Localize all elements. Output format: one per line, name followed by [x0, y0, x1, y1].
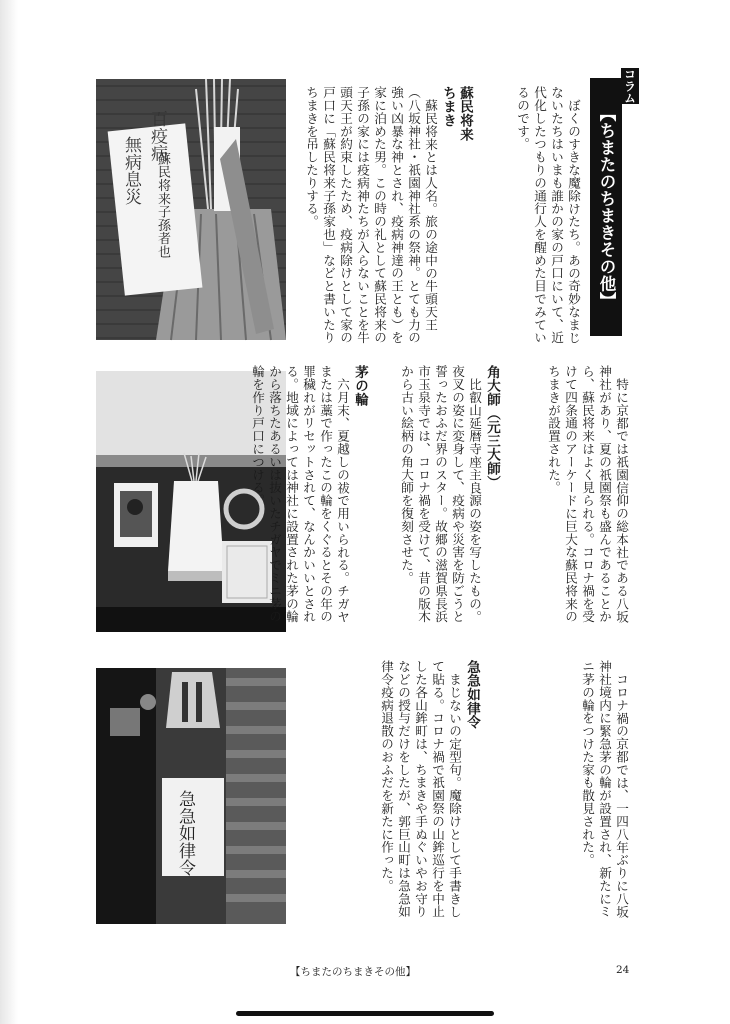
photo1-tag-text: 蘇民将来子孫者也: [155, 152, 170, 259]
somin-body: 蘇民将来とは人名。旅の途中の牛頭天王（八坂神社・祇園神社系の祭神。とても力の強い凶暴な神とされ、疫病神達の王とも）を家に泊めた男。この時の礼として蘇民将来の子孫の家には疫病神たちが入らないことを牛頭天王が約束したため、疫病除けとして家の戸口に「蘇民将来子孫家也」などと書いたりちまきを吊したりする。: [304, 86, 438, 344]
tsuno-heading: 角大師（元三大師）: [484, 365, 500, 490]
somin-heading: 蘇民将来: [457, 86, 473, 142]
somin-continued: [510, 365, 630, 630]
tsuno-body: 比叡山延暦寺座主良源の姿を写したもの。夜叉の姿に変身して、疫病や災害を防ごうと誓ったおふだ界のスター。故郷の滋賀県長浜市玉泉寺では、コロナ禍を受けて、昔の版木から古い絵柄の角大師を復刻させた。: [399, 365, 482, 623]
column-tag: コラム: [621, 68, 639, 104]
somin-section: [289, 86, 473, 348]
tsuno-section: [378, 365, 500, 630]
kyukyu-heading: 急急如律令: [464, 660, 480, 729]
intro-text: [496, 86, 582, 348]
kyukyu-section: [330, 660, 480, 922]
column-title: 【ちまたのちまきその他】: [590, 78, 622, 336]
chinowa-body-2: コロナ禍の京都では、一四八年ぶりに八坂神社境内に緊急茅の輪が設置され、新たにミニ茅の輪をつけた家も散見された。: [580, 660, 629, 918]
photo1-sign-text-2: 無病息災: [121, 136, 141, 206]
somin-body-2: 特に京都では祇園信仰の総本社である八坂神社があり、夏の祇園祭も盛んであることから、蘇民将来はよく見られる。コロナ禍を受けて四条通のアーケードに巨大な蘇民将来のちまきが設置された。: [546, 365, 629, 623]
chimaki-heading: ちまき: [440, 86, 456, 128]
chinowa-heading: 茅の輪: [352, 365, 368, 407]
chinowa-body: 六月末、夏越しの祓で用いられる。チガヤまたは藁で作ったこの輪をくぐるとその年の罪穢れがリセットされて、なんかいいとされる。地域によっては神社に設置された茅の輪から落ちたあるいは抜いたチガヤでミニ茅の輪を作り戸口につける。: [250, 365, 350, 623]
footer-title: 【ちまたのちまきその他】: [290, 966, 416, 978]
home-indicator[interactable]: [236, 1011, 494, 1016]
chinowa-continued: [510, 660, 630, 922]
photo1-sign-text-1: 百疫病: [147, 110, 167, 162]
kyukyu-body: まじないの定型句。魔除けとして手書きして貼る。コロナ禍で祇園祭の山鉾巡行を中止した各山鉾町は、ちまきや手ぬぐいやお守りなどの授与だけをしたが、郭巨山町は急急如律令疫病退散のおふだを新たに作った。: [379, 660, 462, 918]
intro-paragraph: ぼくのすきな魔除けたち。あの奇妙なまじないたちはいまも誰かの家の戸口にいて、近代化したつもりの通行人を醒めた目でみているのです。: [515, 86, 581, 344]
page-number: 24: [616, 964, 630, 976]
photo3-ofuda-text: 急急如律令: [175, 790, 195, 877]
page-edge-shadow: [0, 0, 18, 1024]
chinowa-section: [250, 365, 368, 630]
